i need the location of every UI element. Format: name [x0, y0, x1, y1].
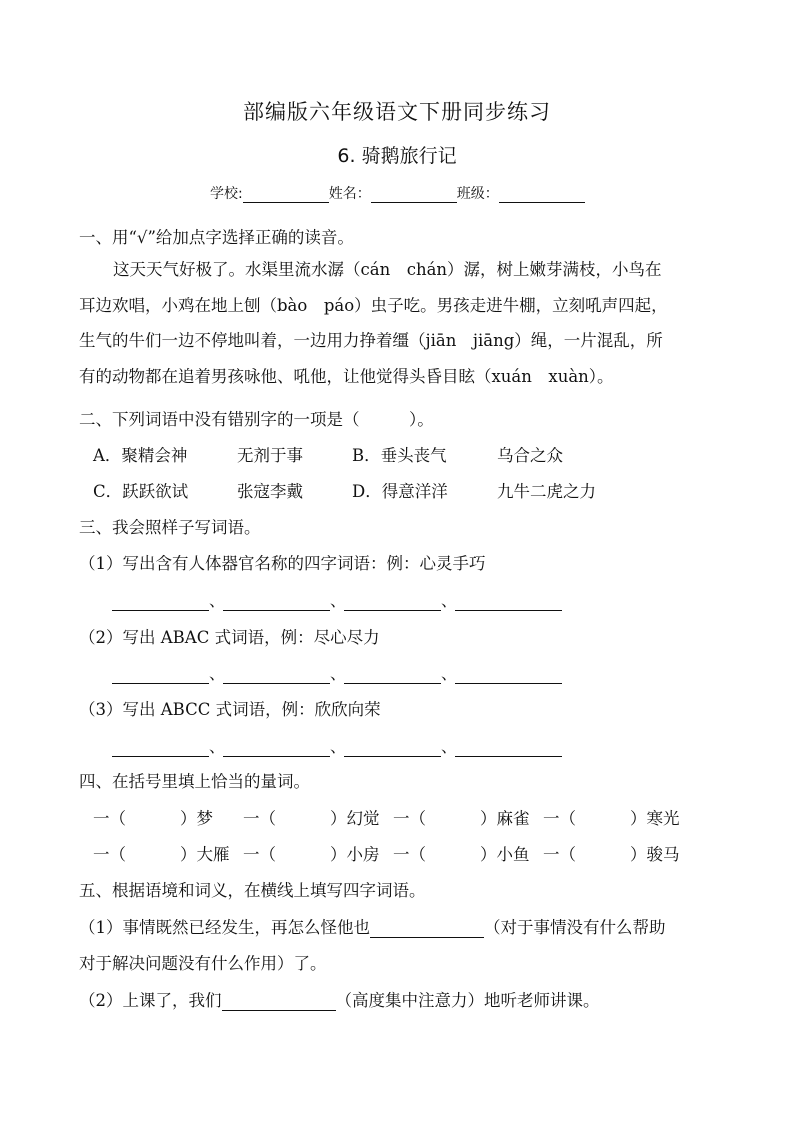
option-d-word2: 九牛二虎之力	[497, 482, 596, 501]
measure-item: 一（ ）小房	[243, 845, 380, 864]
school-label: 学校:	[210, 186, 243, 202]
answer-blank[interactable]	[455, 592, 562, 611]
section1-passage	[79, 252, 723, 394]
measure-item: 一（ ）幻觉	[243, 809, 380, 828]
q2-answer-blanks: 、 、 、	[112, 661, 562, 684]
section3-q2: （2）写出 ABAC 式词语，例：尽心尽力	[79, 628, 380, 647]
option-c[interactable]: C．跃跃欲试	[93, 482, 189, 501]
section3-q3: （3）写出 ABCC 式词语，例：欣欣向荣	[79, 700, 381, 719]
q1-answer-blanks: 、 、 、	[112, 588, 562, 611]
option-b-word2: 乌合之众	[497, 446, 563, 465]
answer-blank[interactable]	[112, 592, 209, 611]
answer-blank[interactable]	[223, 592, 330, 611]
answer-blank[interactable]	[455, 738, 562, 757]
q3-answer-blanks: 、 、 、	[112, 734, 562, 757]
name-label: 姓名：	[328, 186, 371, 202]
option-a-word2: 无剂于事	[237, 446, 303, 465]
option-d[interactable]: D．得意洋洋	[352, 482, 448, 501]
student-info-row	[210, 183, 585, 203]
section5-q1: （1）事情既然已经发生，再怎么怪他也 （对于事情没有什么帮助	[79, 918, 666, 937]
measure-item: 一（ ）骏马	[543, 845, 680, 864]
answer-blank[interactable]	[223, 738, 330, 757]
options-row-1	[93, 442, 563, 466]
answer-blank[interactable]	[344, 738, 441, 757]
lesson-title: 6. 骑鹅旅行记	[337, 145, 457, 167]
option-a[interactable]: A．聚精会神	[93, 446, 188, 465]
passage-line: 耳边欢唱，小鸡在地上刨（bào páo）虫子吃。男孩走进牛棚，立刻吼声四起，	[79, 295, 668, 315]
passage-line: 有的动物都在追着男孩咏他、吼他，让他觉得头昏目眩（xuán xuàn）。	[79, 366, 614, 386]
school-field[interactable]	[243, 186, 329, 203]
section3-heading: 三、我会照样子写词语。	[79, 518, 261, 537]
answer-blank[interactable]	[344, 592, 441, 611]
answer-blank[interactable]	[455, 665, 562, 684]
measure-item: 一（ ）大雁	[93, 845, 230, 864]
measure-item: 一（ ）麻雀	[393, 809, 530, 828]
measure-item: 一（ ）梦	[93, 809, 213, 828]
section5-heading: 五、根据语境和词义，在横线上填写四字词语。	[79, 881, 426, 900]
passage-line: 生气的牛们一边不停地叫着，一边用力挣着缰（jiān jiāng）绳，一片混乱，所	[79, 331, 663, 350]
answer-blank[interactable]	[370, 920, 484, 938]
answer-blank[interactable]	[223, 665, 330, 684]
measure-item: 一（ ）寒光	[543, 809, 680, 828]
option-b[interactable]: B．垂头丧气	[352, 446, 447, 465]
section5-q1-cont: 对于解决问题没有什么作用）了。	[79, 954, 327, 973]
measure-row-1	[93, 805, 680, 829]
section3-q1: （1）写出含有人体器官名称的四字词语：例：心灵手巧	[79, 554, 486, 573]
page-title: 部编版六年级语文下册同步练习	[243, 100, 551, 124]
answer-blank[interactable]	[222, 993, 336, 1011]
section2-heading: 二、下列词语中没有错别字的一项是（ ）。	[79, 410, 434, 429]
answer-blank[interactable]	[344, 665, 441, 684]
answer-blank[interactable]	[112, 738, 209, 757]
name-field[interactable]	[371, 186, 457, 203]
option-c-word2: 张寇李戴	[237, 482, 303, 501]
section5-q2: （2）上课了，我们 （高度集中注意力）地听老师讲课。	[79, 991, 600, 1010]
measure-row-2	[93, 841, 680, 865]
section1-heading: 一、用“√”给加点字选择正确的读音。	[79, 228, 354, 247]
class-label: 班级：	[456, 186, 499, 202]
class-field[interactable]	[499, 186, 585, 203]
measure-item: 一（ ）小鱼	[393, 845, 530, 864]
passage-line: 这天天气好极了。水渠里流水潺（cán chán）潺，树上嫩芽满枝，小鸟在	[113, 260, 662, 279]
options-row-2	[93, 478, 596, 502]
answer-blank[interactable]	[112, 665, 209, 684]
section4-heading: 四、在括号里填上恰当的量词。	[79, 772, 310, 791]
